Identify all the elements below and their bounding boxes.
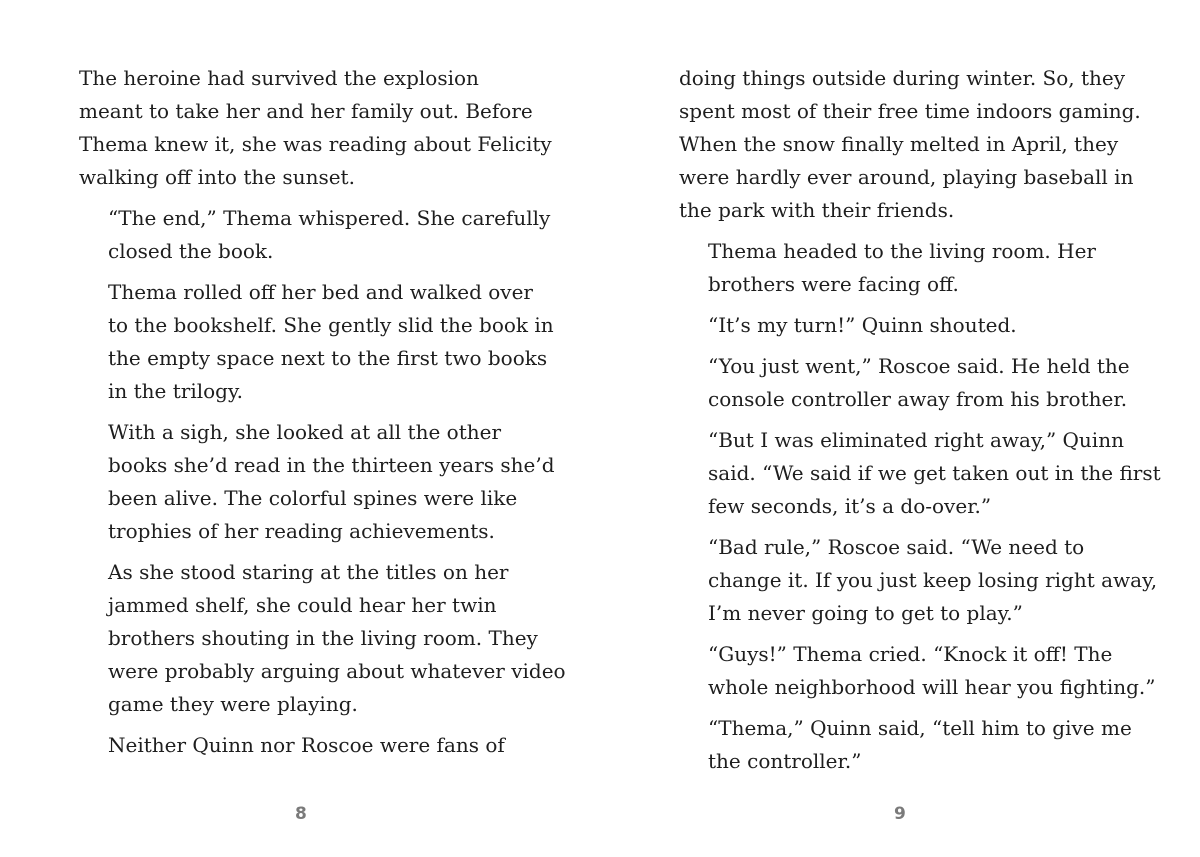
text-line: in the trilogy.	[108, 379, 243, 403]
paragraph	[79, 202, 551, 268]
text-line: Thema rolled off her bed and walked over	[108, 280, 533, 304]
text-line: I’m never going to get to play.”	[708, 601, 1023, 625]
text-line: trophies of her reading achievements.	[108, 519, 495, 543]
text-line: were probably arguing about whatever video	[108, 659, 566, 683]
text-line: were hardly ever around, playing baseball in	[679, 165, 1134, 189]
text-line: “Thema,” Quinn said, “tell him to give me	[708, 716, 1132, 740]
text-line: “Guys!” Thema cried. “Knock it off! The	[708, 642, 1113, 666]
paragraph	[679, 309, 1139, 342]
text-line: books she’d read in the thirteen years she’d	[108, 453, 555, 477]
text-line: console controller away from his brother.	[708, 387, 1128, 411]
paragraph	[679, 424, 1161, 523]
text-line: the empty space next to the first two books	[108, 346, 548, 370]
text-line: closed the book.	[108, 239, 274, 263]
text-line: Neither Quinn nor Roscoe were fans of	[108, 733, 505, 757]
paragraph	[79, 416, 555, 548]
text-line: Thema knew it, she was reading about Felicity	[79, 132, 552, 156]
text-line: been alive. The colorful spines were like	[108, 486, 518, 510]
text-line: walking off into the sunset.	[79, 165, 355, 189]
paragraph	[679, 531, 1158, 630]
text-line: spent most of their free time indoors gaming.	[679, 99, 1141, 123]
text-line: When the snow finally melted in April, they	[679, 132, 1119, 156]
text-line: brothers were facing off.	[708, 272, 959, 296]
text-line: the park with their friends.	[679, 198, 955, 222]
paragraph	[79, 62, 552, 194]
text-line: game they were playing.	[108, 692, 358, 716]
paragraph	[79, 729, 539, 762]
text-line: “It’s my turn!” Quinn shouted.	[708, 313, 1017, 337]
paragraph	[679, 350, 1139, 416]
paragraph	[679, 62, 1139, 227]
text-line: change it. If you just keep losing right away,	[708, 568, 1158, 592]
right-page	[679, 62, 1161, 786]
paragraph	[79, 556, 566, 721]
text-line: “You just went,” Roscoe said. He held the	[708, 354, 1130, 378]
text-line: “Bad rule,” Roscoe said. “We need to	[708, 535, 1085, 559]
page-number-left: 8	[295, 804, 307, 824]
paragraph	[679, 712, 1139, 778]
text-line: meant to take her and her family out. Before	[79, 99, 533, 123]
page-number-right: 9	[894, 804, 906, 824]
text-line: The heroine had survived the explosion	[79, 66, 479, 90]
text-line: As she stood staring at the titles on her	[108, 560, 509, 584]
text-line: brothers shouting in the living room. They	[108, 626, 538, 650]
text-line: Thema headed to the living room. Her	[708, 239, 1096, 263]
paragraph	[679, 235, 1139, 301]
text-line: doing things outside during winter. So, they	[679, 66, 1126, 90]
text-line: With a sigh, she looked at all the other	[108, 420, 502, 444]
text-line: said. “We said if we get taken out in the first	[708, 461, 1161, 485]
text-line: “The end,” Thema whispered. She carefully	[108, 206, 551, 230]
text-line: few seconds, it’s a do-over.”	[708, 494, 992, 518]
paragraph	[79, 276, 554, 408]
left-page	[79, 62, 566, 770]
text-line: jammed shelf, she could hear her twin	[108, 593, 497, 617]
paragraph	[679, 638, 1156, 704]
text-line: to the bookshelf. She gently slid the book in	[108, 313, 554, 337]
text-line: the controller.”	[708, 749, 862, 773]
text-line: whole neighborhood will hear you fighting.”	[708, 675, 1156, 699]
text-line: “But I was eliminated right away,” Quinn	[708, 428, 1124, 452]
